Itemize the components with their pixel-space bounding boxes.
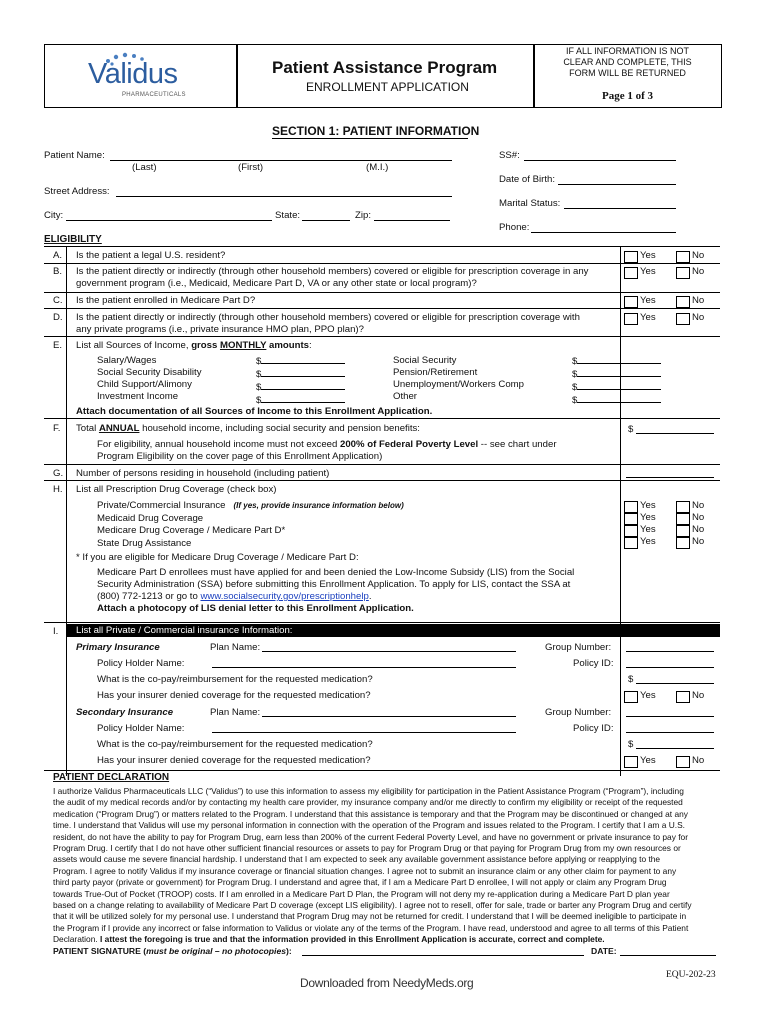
copay-dollar: $	[628, 739, 634, 750]
row-a-no-checkbox[interactable]	[676, 251, 690, 263]
primary-insurance-label: Primary Insurance	[76, 642, 160, 653]
phone-field[interactable]	[531, 232, 676, 233]
primary-plan-field[interactable]	[262, 651, 516, 652]
annual-income-dollar: $	[628, 424, 634, 435]
row-i-letter: I.	[53, 626, 59, 637]
yes-label: Yes	[640, 266, 656, 277]
row-g-letter: G.	[53, 468, 64, 479]
row-a-yes-checkbox[interactable]	[624, 251, 638, 263]
secondary-plan-field[interactable]	[262, 716, 516, 717]
no-label: No	[692, 536, 705, 547]
copay-question: What is the co-pay/reimbursement for the requested medication?	[97, 739, 373, 750]
row-f-note-2: Program Eligibility on the cover page of this Enrollment Application)	[97, 451, 383, 462]
city-field[interactable]	[66, 220, 272, 221]
last-label: (Last)	[132, 162, 157, 173]
denied-question: Has your insurer denied coverage for the requested medication?	[97, 755, 371, 766]
street-label: Street Address:	[44, 186, 110, 197]
row-b-yes-checkbox[interactable]	[624, 267, 638, 279]
patient-name-label: Patient Name:	[44, 150, 105, 161]
row-d-yes-checkbox[interactable]	[624, 313, 638, 325]
secondary-denied-yes-checkbox[interactable]	[624, 756, 638, 768]
private-yes-checkbox[interactable]	[624, 501, 638, 513]
row-e-question: List all Sources of Income, gross MONTHLY amounts:	[76, 340, 312, 351]
ss-label: SS#:	[499, 150, 520, 161]
copay-dollar: $	[628, 674, 634, 685]
signature-label: PATIENT SIGNATURE (must be original – no photocopies):	[53, 946, 292, 956]
state-field[interactable]	[302, 220, 350, 221]
medicaid-no-checkbox[interactable]	[676, 513, 690, 525]
page-subtitle: ENROLLMENT APPLICATION	[306, 80, 469, 94]
income-amounts-right: $ $ $ $	[572, 355, 661, 407]
no-label: No	[692, 755, 705, 766]
plan-name-label: Plan Name:	[210, 642, 261, 653]
primary-copay-field[interactable]	[636, 683, 714, 684]
logo-subtext: PHARMACEUTICALS	[122, 92, 186, 98]
secondary-holder-field[interactable]	[212, 732, 516, 733]
dob-field[interactable]	[558, 184, 676, 185]
policy-id-label: Policy ID:	[573, 658, 614, 669]
row-d-no-checkbox[interactable]	[676, 313, 690, 325]
date-label: DATE:	[591, 946, 617, 956]
state-label: State:	[275, 210, 301, 221]
lis-paragraph: Medicare Part D enrollees must have applied for and been denied the Low-Income Subsidy (LIS) from the Social Security Administration (SSA) before submitting this Enrollment Application. To apply for LIS, contact the SSA at (800) 772-1213 or go to www.socialsecurity.gov/prescriptionhelp. Attach a photocopy of LIS denial letter to this Enrollment Application.	[97, 567, 575, 614]
secondary-insurance-label: Secondary Insurance	[76, 707, 174, 718]
primary-denied-yes-checkbox[interactable]	[624, 691, 638, 703]
return-notice: IF ALL INFORMATION IS NOT CLEAR AND COMPLETE, THIS FORM WILL BE RETURNED	[563, 46, 692, 78]
medicare-no-checkbox[interactable]	[676, 525, 690, 537]
row-b-letter: B.	[53, 266, 63, 277]
row-a-letter: A.	[53, 250, 63, 261]
zip-label: Zip:	[355, 210, 371, 221]
holder-label: Policy Holder Name:	[97, 723, 185, 734]
no-label: No	[692, 690, 705, 701]
primary-holder-field[interactable]	[212, 667, 516, 668]
annual-income-field[interactable]	[636, 433, 714, 434]
marital-field[interactable]	[564, 208, 676, 209]
medicare-footnote: * If you are eligible for Medicare Drug Coverage / Medicare Part D:	[76, 552, 359, 563]
policy-id-label: Policy ID:	[573, 723, 614, 734]
row-h-question: List all Prescription Drug Coverage (check box)	[76, 484, 277, 495]
yes-label: Yes	[640, 250, 656, 261]
mi-label: (M.I.)	[366, 162, 389, 173]
city-label: City:	[44, 210, 64, 221]
private-no-checkbox[interactable]	[676, 501, 690, 513]
primary-denied-no-checkbox[interactable]	[676, 691, 690, 703]
ss-field[interactable]	[524, 160, 676, 161]
denied-question: Has your insurer denied coverage for the requested medication?	[97, 690, 371, 701]
eligibility-title: ELIGIBILITY	[44, 234, 102, 245]
copay-question: What is the co-pay/reimbursement for the requested medication?	[97, 674, 373, 685]
validus-logo	[84, 52, 194, 102]
yes-label: Yes	[640, 512, 656, 523]
row-e-letter: E.	[53, 340, 63, 351]
ssa-link[interactable]: www.socialsecurity.gov/prescriptionhelp	[200, 591, 369, 602]
medicaid-yes-checkbox[interactable]	[624, 513, 638, 525]
no-label: No	[692, 512, 705, 523]
zip-field[interactable]	[374, 220, 450, 221]
primary-group-field[interactable]	[626, 651, 714, 652]
medicare-yes-checkbox[interactable]	[624, 525, 638, 537]
footer-downloaded: Downloaded from NeedyMeds.org	[300, 976, 474, 990]
no-label: No	[692, 524, 705, 535]
yes-label: Yes	[640, 500, 656, 511]
patient-name-field[interactable]	[110, 160, 452, 161]
row-b-question: Is the patient directly or indirectly (through other household members) covered or eligible for prescription coverage in any	[76, 266, 589, 277]
row-c-no-checkbox[interactable]	[676, 296, 690, 308]
secondary-group-field[interactable]	[626, 716, 714, 717]
declaration-text: I authorize Validus Pharmaceuticals LLC (“Validus”) to use this information to assess my eligibility for participation in the Patient Assistance Program (“Program”), including the audit of my medical records and/or by contacting my health care provider, my insurance company and/or me directly to confirm my eligibility or receipt of the requested medication (“Program Drug”) or matters related to the Program. I understand that this assistance is temporary and that the Program may be discontinued or changed at any time. I understand that Validus will use my personal information in connection with the operation of the Program and issues related to the Program. I certify that I am a U.S. resident, do not have the ability to pay for Program Drug, earn less than 200% of the current Federal Poverty Level, and have no government or private insurance to pay for Program Drug. I certify that I do not have other sufficient financial resources or assets to pay for Program Drug or that paying for Program Drug from my own resources or assets would cause me severe financial hardship. I understand that I am expected to seek any available government assistance before applying or reapplying to the Program. I agree to notify Validus if my insurance coverage or financial situation changes. I agree not to submit an insurance claim or any other claim for payment to any third party payor (private or government) for Program Drug. I understand and agree that, if I am a Medicare Part D enrollee, I will not apply or claim any Program Drug towards True-Out of Pocket (TROOP) costs. If I am enrolled in a Medicare Part D Plan, the Program will not deny my re-application during a Medicare Part D plan year based on a change relating to availability of Medicare Part D coverage (except LIS eligibility). I agree not to resell, offer for sale, trade or barter any Program Drug and certify that it will be utilized solely for my personal use. I understand that Program Drug may not be returned for credit. I understand that I will be deemed ineligible to participate in the Program if I provide any incorrect or false information to Validus or violate any of the terms of the Program. I have read, understood and agree to all terms of this Patient Declaration. I attest the foregoing is true and that the information provided in this Enrollment Application is accurate, correct and complete.	[53, 786, 692, 945]
first-label: (First)	[238, 162, 264, 173]
income-amounts-left: $ $ $ $	[256, 355, 345, 407]
row-c-yes-checkbox[interactable]	[624, 296, 638, 308]
no-label: No	[692, 312, 705, 323]
row-h-letter: H.	[53, 484, 63, 495]
coverage-list: Private/Commercial Insurance (If yes, provide insurance information below) Medicaid Drug Coverage Medicare Drug Coverage / Medicare Part D* State Drug Assistance	[97, 500, 404, 549]
group-number-label: Group Number:	[545, 707, 612, 718]
page-title: Patient Assistance Program	[272, 58, 498, 77]
street-field[interactable]	[116, 196, 452, 197]
row-f-question: Total ANNUAL household income, including social security and pension benefits:	[76, 423, 420, 434]
row-d-question: Is the patient directly or indirectly (through other household members) covered or eligible for prescription coverage with	[76, 312, 580, 323]
row-c-question: Is the patient enrolled in Medicare Part D?	[76, 295, 256, 306]
yes-label: Yes	[640, 295, 656, 306]
no-label: No	[692, 250, 705, 261]
primary-policy-field[interactable]	[626, 667, 714, 668]
row-g-question: Number of persons residing in household (including patient)	[76, 468, 330, 479]
yes-label: Yes	[640, 690, 656, 701]
household-count-field[interactable]	[626, 477, 714, 478]
logo-text: Validus	[88, 58, 178, 90]
state-yes-checkbox[interactable]	[624, 537, 638, 549]
no-label: No	[692, 295, 705, 306]
yes-label: Yes	[640, 312, 656, 323]
row-b-question-2: government program (i.e., Medicaid, Medicare Part D, VA or any other state or local program)?	[76, 278, 477, 289]
no-label: No	[692, 500, 705, 511]
row-d-letter: D.	[53, 312, 63, 323]
secondary-copay-field[interactable]	[636, 748, 714, 749]
row-a-question: Is the patient a legal U.S. resident?	[76, 250, 226, 261]
page-number: Page 1 of 3	[602, 90, 654, 102]
row-f-note: For eligibility, annual household income must not exceed 200% of Federal Poverty Level -- see chart under	[97, 439, 557, 450]
form-code: EQU-202-23	[666, 970, 716, 980]
section1-title: SECTION 1: PATIENT INFORMATION	[272, 124, 480, 138]
state-no-checkbox[interactable]	[676, 537, 690, 549]
dob-label: Date of Birth:	[499, 174, 555, 185]
plan-name-label: Plan Name:	[210, 707, 261, 718]
yes-label: Yes	[640, 524, 656, 535]
income-list-left: Salary/Wages Social Security Disability Child Support/Alimony Investment Income	[97, 355, 202, 402]
insurance-header: List all Private / Commercial insurance Information:	[76, 625, 293, 636]
secondary-denied-no-checkbox[interactable]	[676, 756, 690, 768]
no-label: No	[692, 266, 705, 277]
income-attach-note: Attach documentation of all Sources of Income to this Enrollment Application.	[76, 406, 433, 417]
marital-label: Marital Status:	[499, 198, 561, 209]
yes-label: Yes	[640, 536, 656, 547]
row-d-question-2: any private programs (i.e., private insurance HMO plan, PPO plan)?	[76, 324, 364, 335]
secondary-policy-field[interactable]	[626, 732, 714, 733]
group-number-label: Group Number:	[545, 642, 612, 653]
date-field[interactable]	[620, 955, 716, 956]
row-b-no-checkbox[interactable]	[676, 267, 690, 279]
income-list-right: Social Security Pension/Retirement Unemployment/Workers Comp Other	[393, 355, 524, 402]
declaration-title: PATIENT DECLARATION	[53, 772, 170, 783]
holder-label: Policy Holder Name:	[97, 658, 185, 669]
row-c-letter: C.	[53, 295, 63, 306]
yes-label: Yes	[640, 755, 656, 766]
signature-field[interactable]	[302, 955, 584, 956]
phone-label: Phone:	[499, 222, 530, 233]
row-f-letter: F.	[53, 423, 61, 434]
